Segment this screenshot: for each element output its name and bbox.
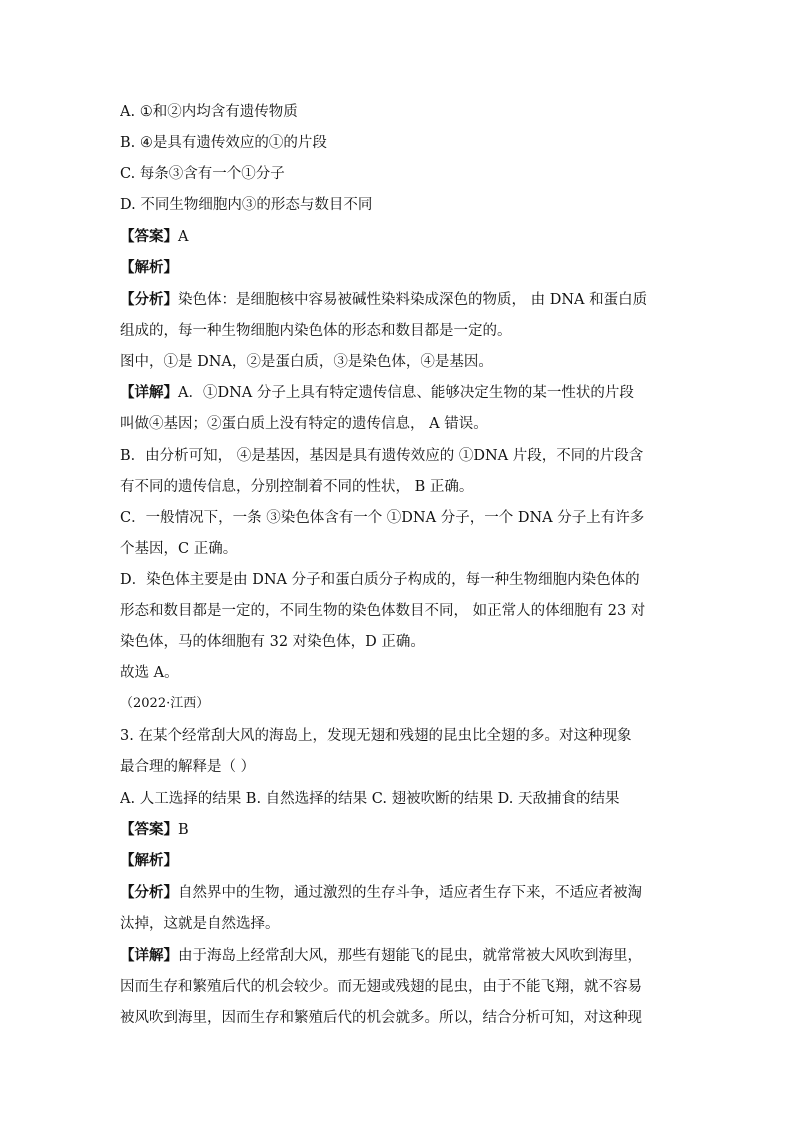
detail-line: 【详解】由于海岛上经常刮大风，那些有翅能飞的昆虫，就常常被大风吹到海里， [120, 947, 642, 964]
text-line: 叫做④基因；②蛋白质上没有特定的遗传信息， A 错误。 [120, 416, 488, 432]
question-options: A. 人工选择的结果 B. 自然选择的结果 C. 翅被吹断的结果 D. 天敌捕食的结果 [120, 791, 620, 807]
text-line: 图中，①是 DNA，②是蛋白质，③是染色体，④是基因。 [120, 354, 493, 370]
text-line: C．一般情况下，一条 ③染色体含有一个 ①DNA 分子，一个 DNA 分子上有许多 [120, 510, 645, 526]
question-source: （2022·江西） [120, 696, 210, 711]
option-c: C. 每条③含有一个①分子 [120, 166, 285, 182]
text-line: B．由分析可知， ④是基因，基因是具有遗传效应的 ①DNA 片段，不同的片段含 [120, 448, 644, 464]
explanation-heading: 【解析】 [120, 852, 178, 869]
text-line: 形态和数目都是一定的，不同生物的染色体数目不同， 如正常人的体细胞有 23 对 [120, 603, 646, 619]
answer-line: 【答案】B [120, 821, 189, 838]
text-line: 被风吹到海里，因而生存和繁殖后代的机会就多。所以，结合分析可知，对这种现 [120, 1010, 642, 1026]
analysis-line: 【分析】自然界中的生物，通过激烈的生存斗争，适应者生存下来，不适应者被淘 [120, 884, 642, 901]
text-line: 汰掉，这就是自然选择。 [120, 916, 280, 932]
text-line: 因而生存和繁殖后代的机会较少。而无翅或残翅的昆虫，由于不能飞翔，就不容易 [120, 979, 642, 995]
analysis-line: 【分析】染色体：是细胞核中容易被碱性染料染成深色的物质， 由 DNA 和蛋白质 [120, 291, 648, 308]
option-d: D. 不同生物细胞内③的形态与数目不同 [120, 197, 373, 213]
option-b: B. ④是具有遗传效应的①的片段 [120, 135, 327, 151]
question-stem: 3. 在某个经常刮大风的海岛上，发现无翅和残翅的昆虫比全翅的多。对这种现象 [120, 728, 632, 744]
text-line: 组成的，每一种生物细胞内染色体的形态和数目都是一定的。 [120, 323, 512, 339]
answer-line: 【答案】A [120, 228, 189, 245]
question-stem: 最合理的解释是（ ） [120, 759, 256, 775]
text-line: 个基因，C 正确。 [120, 541, 238, 557]
text-line: D．染色体主要是由 DNA 分子和蛋白质分子构成的，每一种生物细胞内染色体的 [120, 572, 640, 588]
detail-line: 【详解】A．①DNA 分子上具有特定遗传信息、能够决定生物的某一性状的片段 [120, 384, 634, 401]
conclusion-line: 故选 A。 [120, 665, 179, 681]
text-line: 有不同的遗传信息，分别控制着不同的性状， B 正确。 [120, 479, 474, 495]
option-a: A. ①和②内均含有遗传物质 [120, 104, 298, 120]
text-line: 染色体，马的体细胞有 32 对染色体，D 正确。 [120, 634, 425, 650]
answer-label: 【答案】 [120, 228, 178, 245]
explanation-heading: 【解析】 [120, 259, 178, 276]
